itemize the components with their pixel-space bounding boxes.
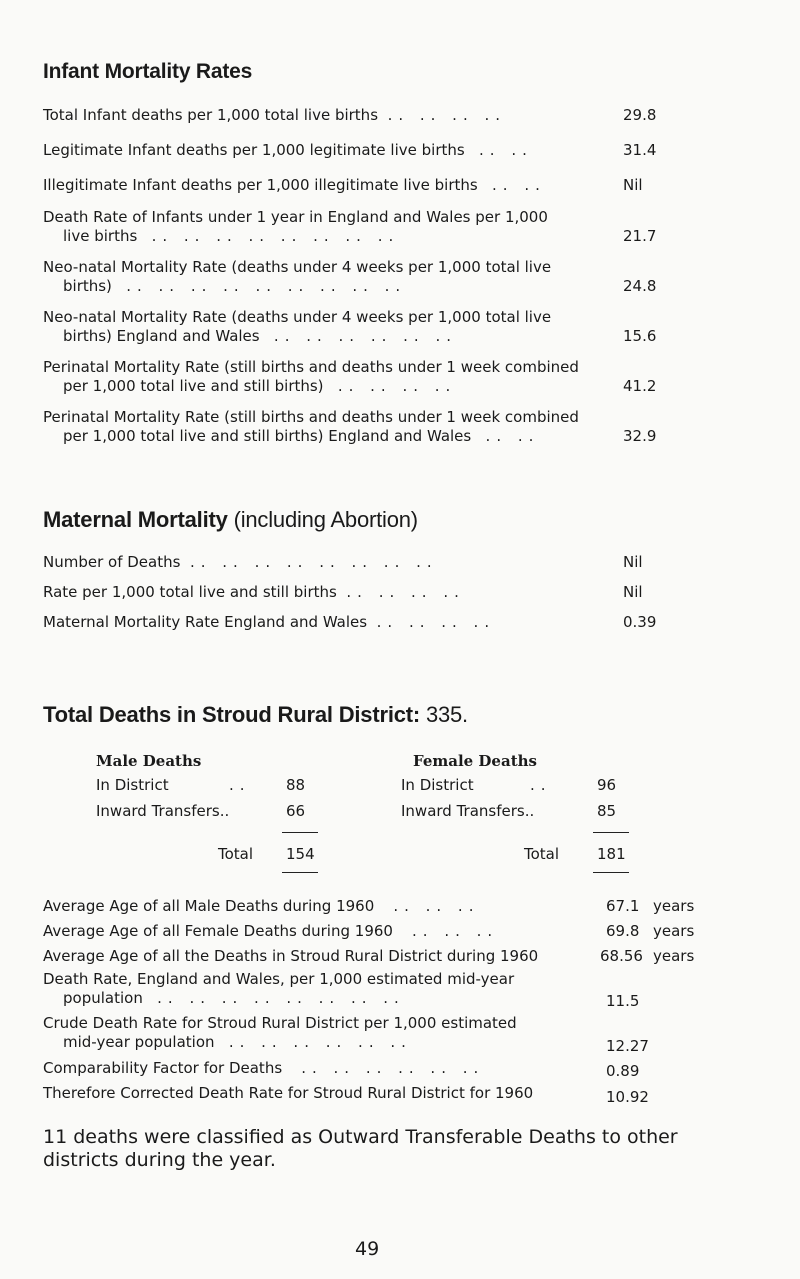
row-value: Nil <box>623 176 643 194</box>
row-value: 0.39 <box>623 613 657 631</box>
row-value: 31.4 <box>623 141 657 159</box>
row-value: 41.2 <box>623 377 657 395</box>
female-in-district-value: 96 <box>597 776 617 794</box>
dots: .. .. .. <box>412 922 499 940</box>
infant-row: Total Infant deaths per 1,000 total live births .. .. .. .. 29.8 <box>43 106 683 125</box>
row-value: 21.7 <box>623 227 657 245</box>
row-unit: years <box>653 897 695 915</box>
row-value: 15.6 <box>623 327 657 345</box>
maternal-row: Number of Deaths .. .. .. .. .. .. .. .. Nil <box>43 553 683 572</box>
average-row <box>43 1084 763 1106</box>
infant-row: Illegitimate Infant deaths per 1,000 illegitimate live births .. .. Nil <box>43 176 683 195</box>
row-value: 24.8 <box>623 277 657 295</box>
row-value: 0.89 <box>606 1062 640 1080</box>
male-in-district-label: In District <box>96 776 169 794</box>
dots: .. .. .. .. .. .. .. .. <box>157 989 405 1007</box>
infant-row: Neo-natal Mortality Rate (deaths under 4 weeks per 1,000 total live births) England and Wales .. .. .. .. .. .. 15.6 <box>43 308 683 346</box>
row-value: 69.8 <box>606 922 640 940</box>
row-label: Total Infant deaths per 1,000 total live births <box>43 106 379 124</box>
row-label: Maternal Mortality Rate England and Wales <box>43 613 368 631</box>
infant-row: Death Rate of Infants under 1 year in England and Wales per 1,000 live births .. .. .. .. .. .. .. .. 21.7 <box>43 208 683 246</box>
row-label-line-1: Neo-natal Mortality Rate (deaths under 4 weeks per 1,000 total live <box>43 258 552 276</box>
row-label-line-2: population <box>63 989 143 1007</box>
male-inward-transfers-label: Inward Transfers.. <box>96 802 230 820</box>
average-row <box>43 897 763 916</box>
infant-mortality-heading: Infant Mortality Rates <box>43 60 253 83</box>
dots: .. .. .. .. .. .. <box>228 1033 412 1051</box>
dots: .. .. .. .. .. .. <box>301 1059 485 1077</box>
total-deaths-heading <box>43 702 468 728</box>
row-value: Nil <box>623 583 643 601</box>
row-label: Legitimate Infant deaths per 1,000 legitimate live births <box>43 141 465 159</box>
heading-bold: Maternal Mortality <box>43 507 228 532</box>
infant-row: Perinatal Mortality Rate (still births and deaths under 1 week combined per 1,000 total live and still births) England and Wales .. .. 32.9 <box>43 408 683 446</box>
page-number: 49 <box>355 1238 380 1260</box>
row-label-line-1: Death Rate, England and Wales, per 1,000 estimated mid-year <box>43 970 515 988</box>
male-inward-transfers-value: 66 <box>286 802 306 820</box>
row-label-line-2: births) <box>63 277 112 295</box>
average-row <box>43 1059 763 1078</box>
heading-bold: Total Deaths in Stroud Rural District: <box>43 702 421 727</box>
average-row <box>43 970 763 1008</box>
row-value: 68.56 <box>600 947 643 965</box>
row-value: 11.5 <box>606 992 640 1010</box>
infant-row: Legitimate Infant deaths per 1,000 legitimate live births .. .. 31.4 <box>43 141 683 160</box>
row-unit: years <box>653 922 695 940</box>
row-unit: years <box>653 947 695 965</box>
average-row <box>43 947 763 966</box>
male-deaths-heading: Male Deaths <box>96 752 202 770</box>
row-label-line-1: Perinatal Mortality Rate (still births and deaths under 1 week combined <box>43 358 579 376</box>
row-value: 32.9 <box>623 427 657 445</box>
row-label: Rate per 1,000 total live and still births <box>43 583 337 601</box>
female-inward-transfers-label: Inward Transfers.. <box>401 802 535 820</box>
row-label-line-1: Crude Death Rate for Stroud Rural District per 1,000 estimated <box>43 1014 517 1032</box>
maternal-row: Rate per 1,000 total live and still births .. .. .. .. Nil <box>43 583 683 602</box>
dots: .. <box>229 776 251 794</box>
male-in-district-value: 88 <box>286 776 306 794</box>
dots: .. <box>530 776 552 794</box>
maternal-row: Maternal Mortality Rate England and Wales .. .. .. .. 0.39 <box>43 613 683 632</box>
row-value: 10.92 <box>606 1088 649 1106</box>
female-total-label: Total <box>524 845 560 863</box>
row-value: 29.8 <box>623 106 657 124</box>
male-sum-rule <box>282 832 318 833</box>
female-inward-transfers-value: 85 <box>597 802 617 820</box>
heading-rest: 335. <box>420 702 468 727</box>
row-label-line-2: live births <box>63 227 138 245</box>
row-value: 67.1 <box>606 897 640 915</box>
female-total-rule <box>593 872 629 873</box>
row-label-line-2: mid-year population <box>63 1033 215 1051</box>
row-label: Comparability Factor for Deaths <box>43 1059 283 1077</box>
row-value: 12.27 <box>606 1037 649 1055</box>
average-row <box>43 922 763 941</box>
average-row <box>43 1014 763 1055</box>
infant-row: Neo-natal Mortality Rate (deaths under 4 weeks per 1,000 total live births) .. .. .. .. .. .. .. .. .. 24.8 <box>43 258 683 296</box>
male-total-value: 154 <box>286 845 315 863</box>
row-label-line-1: Death Rate of Infants under 1 year in England and Wales per 1,000 <box>43 208 548 226</box>
row-label: Therefore Corrected Death Rate for Stroud Rural District for 1960 <box>43 1084 534 1102</box>
row-label-line-1: Neo-natal Mortality Rate (deaths under 4 weeks per 1,000 total live <box>43 308 552 326</box>
dots: .. .. .. <box>393 897 480 915</box>
row-label: Average Age of all Female Deaths during 1960 <box>43 922 393 940</box>
row-label: Average Age of all the Deaths in Stroud Rural District during 1960 <box>43 947 539 965</box>
row-label: Average Age of all Male Deaths during 1960 <box>43 897 375 915</box>
infant-row: Perinatal Mortality Rate (still births and deaths under 1 week combined per 1,000 total live and still births) .. .. .. .. 41.2 <box>43 358 683 396</box>
row-label-line-2: births) England and Wales <box>63 327 260 345</box>
female-total-value: 181 <box>597 845 626 863</box>
male-total-rule <box>282 872 318 873</box>
row-label: Number of Deaths <box>43 553 181 571</box>
row-label-line-2: per 1,000 total live and still births) England and Wales <box>63 427 472 445</box>
row-label-line-1: Perinatal Mortality Rate (still births and deaths under 1 week combined <box>43 408 579 426</box>
male-total-label: Total <box>218 845 254 863</box>
maternal-mortality-heading <box>43 507 418 533</box>
row-label-line-2: per 1,000 total live and still births) <box>63 377 324 395</box>
row-value: Nil <box>623 553 643 571</box>
female-in-district-label: In District <box>401 776 474 794</box>
row-label: Illegitimate Infant deaths per 1,000 illegitimate live births <box>43 176 478 194</box>
closing-paragraph: 11 deaths were classified as Outward Transferable Deaths to other districts during the year. <box>43 1126 678 1171</box>
female-sum-rule <box>593 832 629 833</box>
heading-rest: (including Abortion) <box>227 507 418 532</box>
female-deaths-heading: Female Deaths <box>413 752 537 770</box>
